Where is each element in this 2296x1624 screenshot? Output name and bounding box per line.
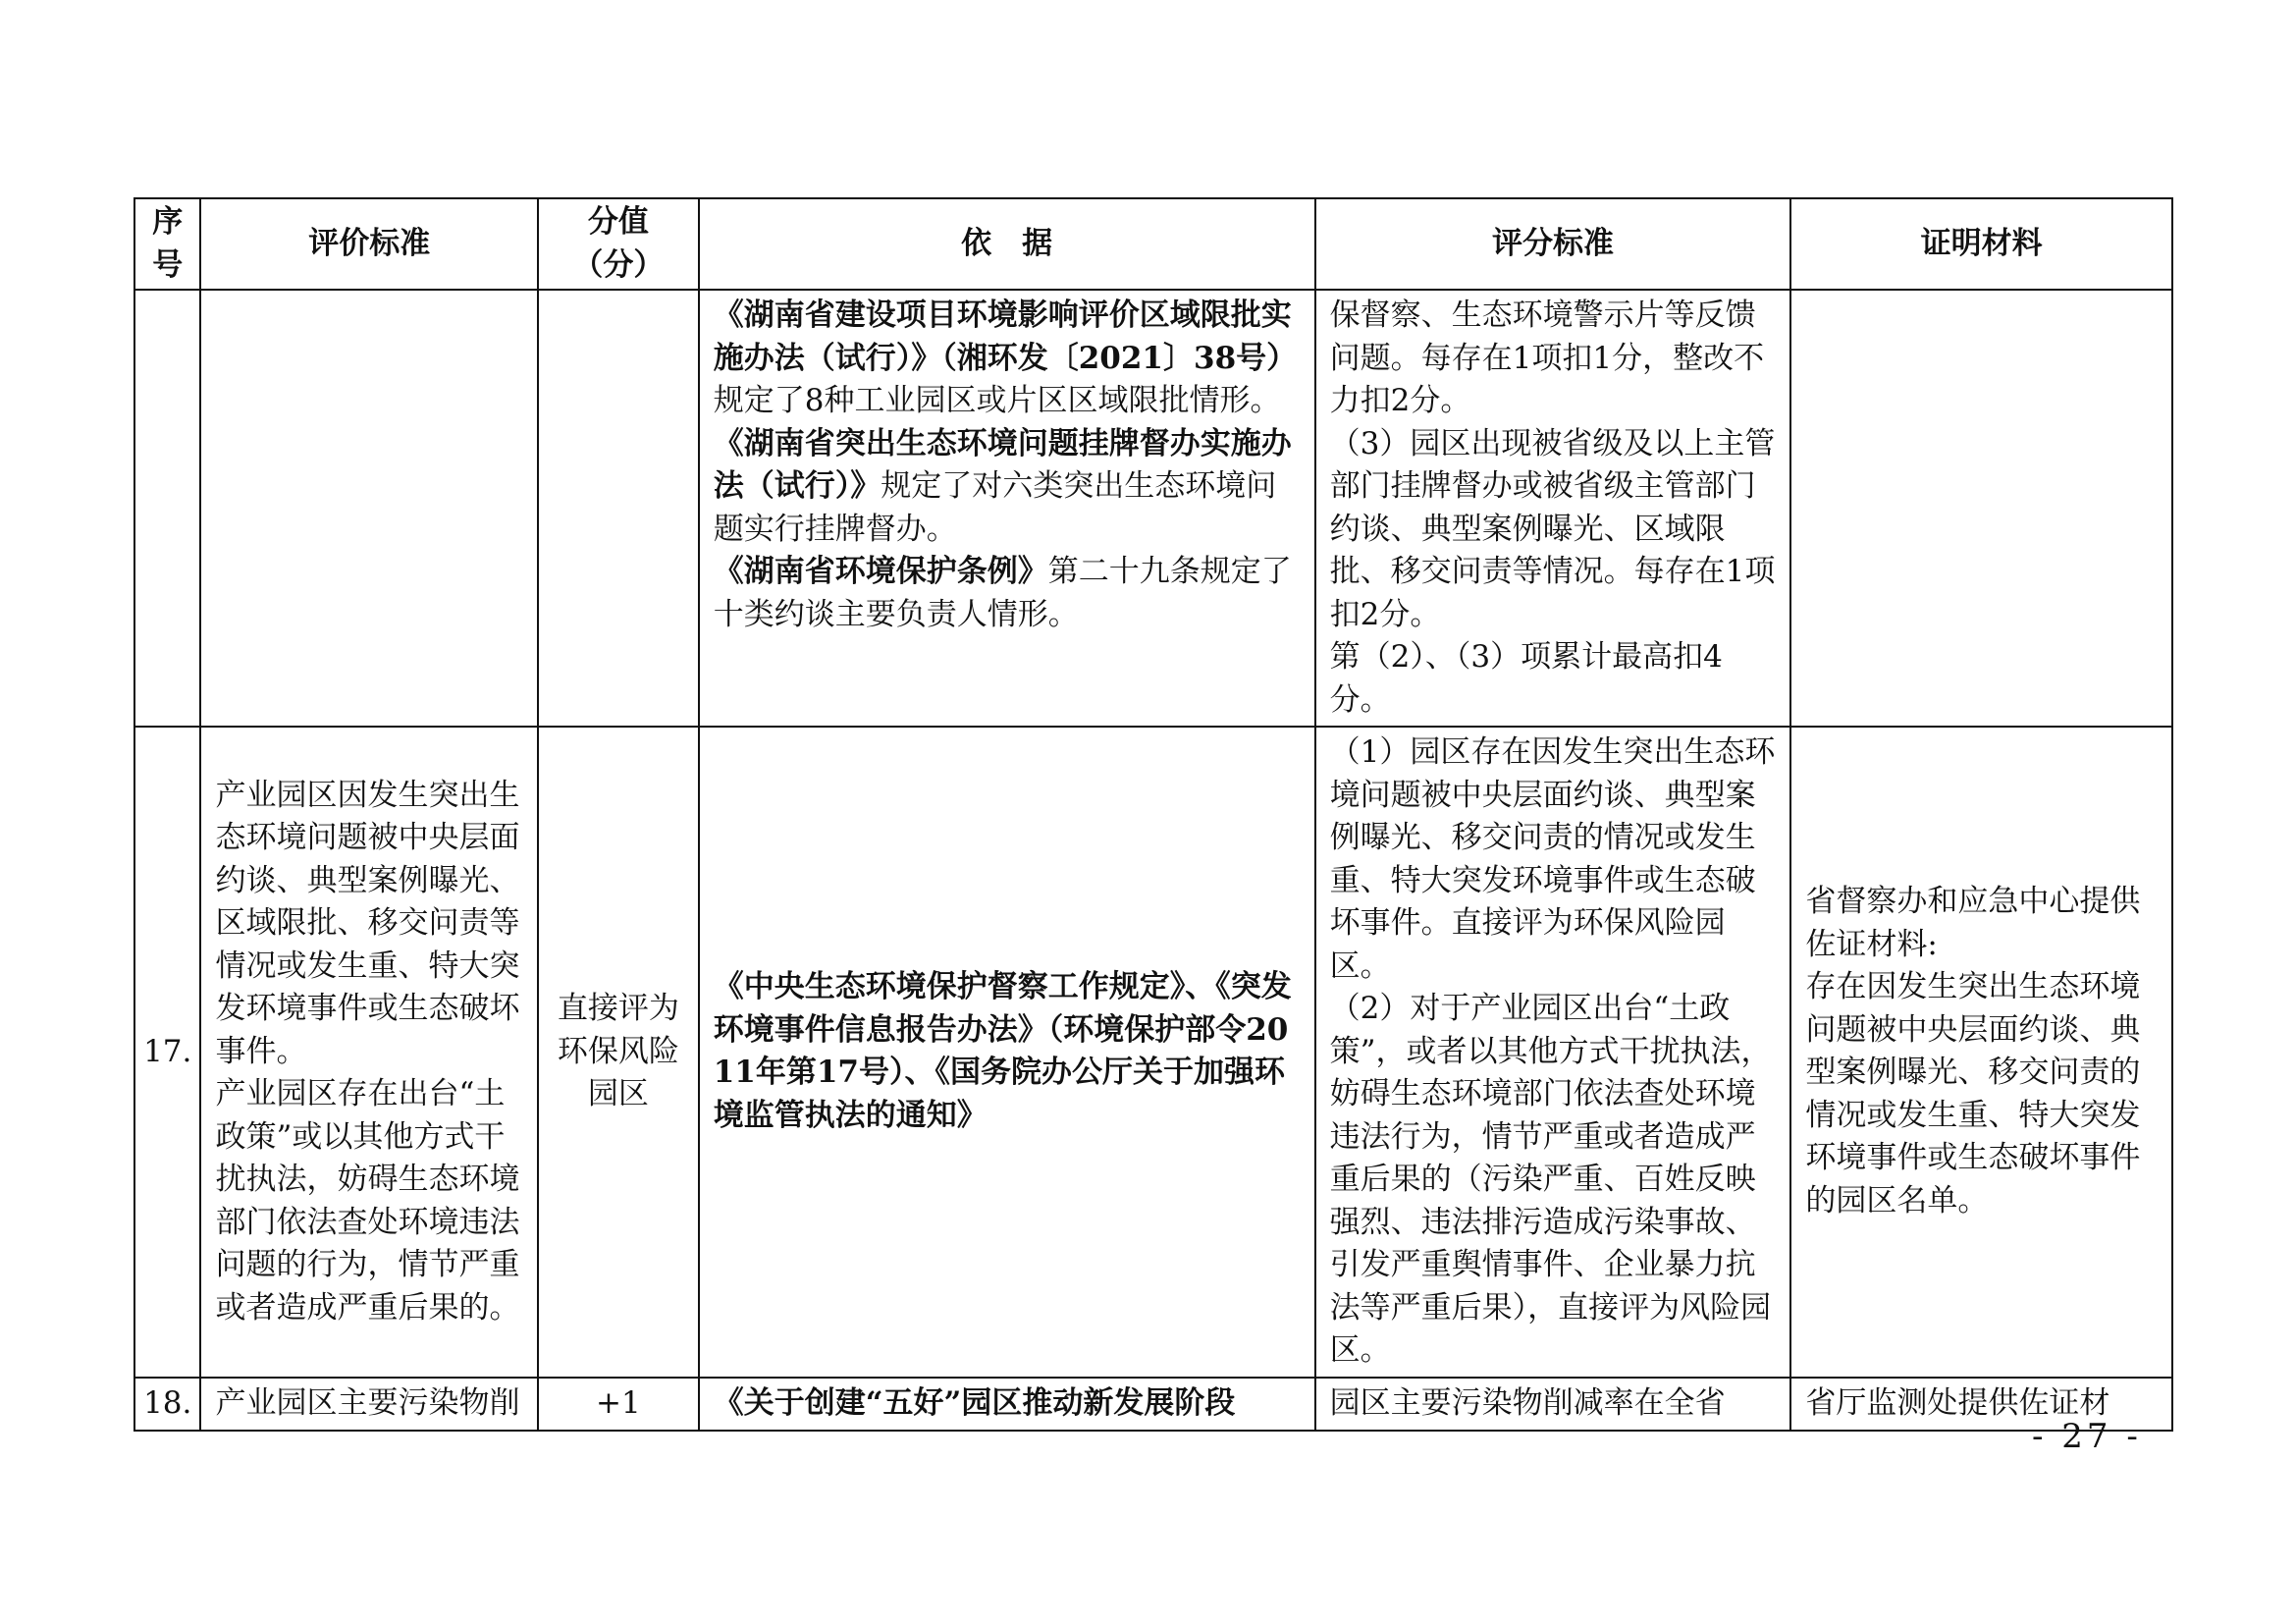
table-header-row bbox=[134, 198, 2172, 290]
basis-paragraph: 《湖南省环境保护条例》第二十九条规定了十类约谈主要负责人情形。 bbox=[713, 554, 1292, 632]
cell-proof bbox=[1790, 290, 2172, 727]
proof-paragraph: 存在因发生突出生态环境问题被中央层面约谈、典型案例曝光、移交问责的情况或发生重、特大突发环境事件或生态破坏事件的园区名单。 bbox=[1805, 969, 2141, 1218]
proof-paragraph: 省督察办和应急中心提供佐证材料: bbox=[1805, 884, 2141, 962]
criteria-paragraph: 产业园区因发生突出生态环境问题被中央层面约谈、典型案例曝光、区域限批、移交问责等情况或发生重、特大突发环境事件或生态破坏事件。 bbox=[215, 777, 520, 1069]
criteria-paragraph: 产业园区存在出台“土政策”或以其他方式干扰执法，妨碍生态环境部门依法查处环境违法问题的行为，情节严重或者造成严重后果的。 bbox=[215, 1076, 520, 1326]
cell-criteria: 产业园区主要污染物削 bbox=[200, 1378, 538, 1431]
cell-proof bbox=[1790, 727, 2172, 1378]
table-row-17 bbox=[134, 727, 2172, 1378]
header-proof: 证明材料 bbox=[1790, 198, 2172, 290]
cell-basis: 《中央生态环境保护督察工作规定》、《突发环境事件信息报告办法》（环境保护部令2011年第17号）、《国务院办公厅关于加强环境监管执法的通知》 bbox=[699, 727, 1315, 1378]
header-basis: 依 据 bbox=[699, 198, 1315, 290]
rule-paragraph: 保督察、生态环境警示片等反馈问题。每存在1项扣1分，整改不力扣2分。 bbox=[1329, 298, 1765, 418]
cell-criteria bbox=[200, 290, 538, 727]
header-rule: 评分标准 bbox=[1315, 198, 1791, 290]
basis-paragraph: 《湖南省突出生态环境问题挂牌督办实施办法（试行）》规定了对六类突出生态环境问题实行挂牌督办。 bbox=[713, 425, 1292, 547]
cell-rule bbox=[1315, 727, 1791, 1378]
cell-basis: 《关于创建“五好”园区推动新发展阶段 bbox=[699, 1378, 1315, 1431]
cell-score bbox=[538, 290, 699, 727]
evaluation-table bbox=[133, 197, 2173, 1432]
page-number: - 27 - bbox=[2032, 1417, 2142, 1456]
cell-seq: 17. bbox=[134, 727, 200, 1378]
header-score: 分值 （分） bbox=[538, 198, 699, 290]
table-row-18 bbox=[134, 1378, 2172, 1431]
cell-rule bbox=[1315, 290, 1791, 727]
header-seq: 序 号 bbox=[134, 198, 200, 290]
cell-seq: 18. bbox=[134, 1378, 200, 1431]
cell-rule: 园区主要污染物削减率在全省 bbox=[1315, 1378, 1791, 1431]
cell-score: +1 bbox=[538, 1378, 699, 1431]
rule-paragraph: 第（2）、（3）项累计最高扣4分。 bbox=[1329, 639, 1723, 718]
rule-paragraph: （3）园区出现被省级及以上主管部门挂牌督办或被省级主管部门约谈、典型案例曝光、区域限批、移交问责等情况。每存在1项扣2分。 bbox=[1329, 425, 1776, 632]
cell-score: 直接评为环保风险园区 bbox=[538, 727, 699, 1378]
cell-seq bbox=[134, 290, 200, 727]
rule-paragraph: （1）园区存在因发生突出生态环境问题被中央层面约谈、典型案例曝光、移交问责的情况或发生重、特大突发环境事件或生态破坏事件。直接评为环保风险园区。 bbox=[1329, 734, 1776, 984]
table-row-continued bbox=[134, 290, 2172, 727]
rule-paragraph: （2）对于产业园区出台“土政策”，或者以其他方式干扰执法，妨碍生态环境部门依法查处环境违法行为，情节严重或者造成严重后果的（污染严重、百姓反映强烈、违法排污造成污染事故、引发严重舆情事件、企业暴力抗法等严重后果），直接评为风险园区。 bbox=[1329, 991, 1772, 1368]
cell-criteria bbox=[200, 727, 538, 1378]
cell-basis bbox=[699, 290, 1315, 727]
basis-paragraph: 《湖南省建设项目环境影响评价区域限批实施办法（试行）》（湘环发〔2021〕38号）规定了8种工业园区或片区区域限批情形。 bbox=[713, 298, 1298, 418]
header-criteria: 评价标准 bbox=[200, 198, 538, 290]
cell-proof: 省厅监测处提供佐证材 bbox=[1790, 1378, 2172, 1431]
